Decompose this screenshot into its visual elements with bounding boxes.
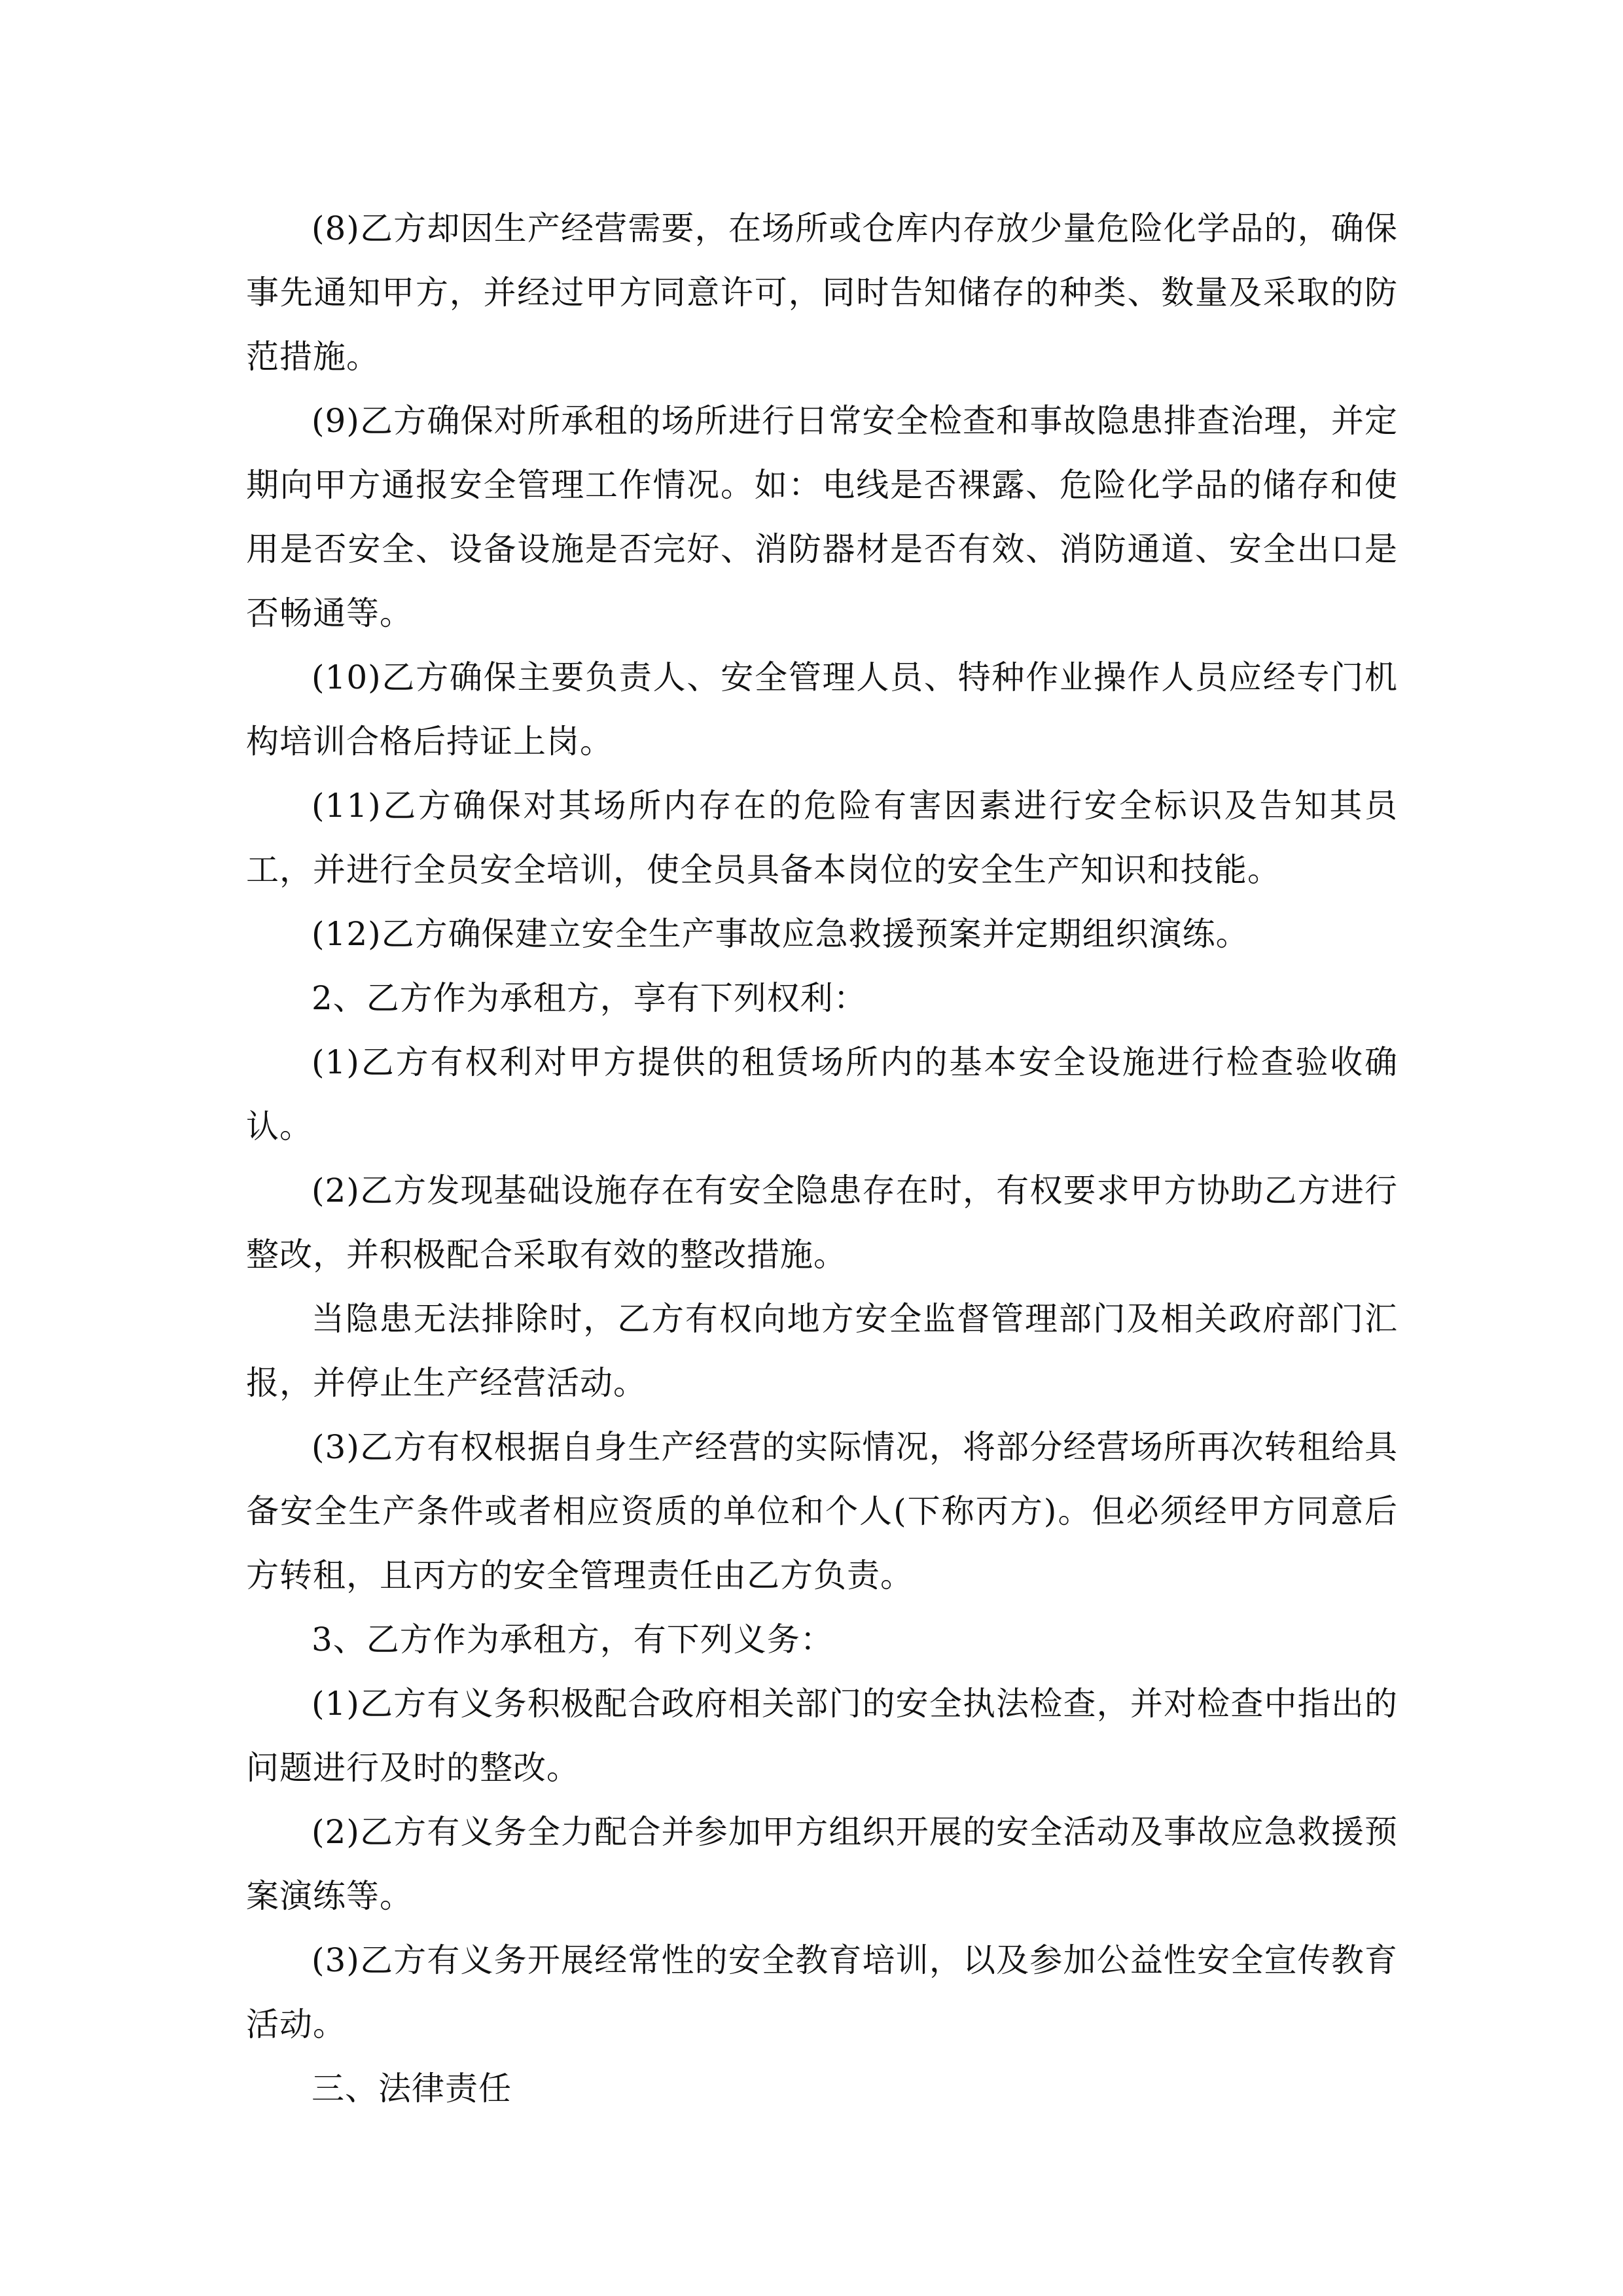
clause-10-paragraph: (10)乙方确保主要负责人、安全管理人员、特种作业操作人员应经专门机构培训合格后持证上岗。 bbox=[246, 658, 1398, 761]
section-3-heading: 3、乙方作为承租方，有下列义务： bbox=[312, 1621, 834, 1659]
right-2-continuation-paragraph: 当隐患无法排除时，乙方有权向地方安全监督管理部门及相关政府部门汇报，并停止生产经营活动。 bbox=[246, 1300, 1398, 1402]
duty-3-paragraph: (3)乙方有义务开展经常性的安全教育培训，以及参加公益性安全宣传教育活动。 bbox=[246, 1941, 1398, 2043]
clause-9-paragraph: (9)乙方确保对所承租的场所进行日常安全检查和事故隐患排查治理，并定期向甲方通报安全管理工作情况。如：电线是否裸露、危险化学品的储存和使用是否安全、设备设施是否完好、消防器材是否有效、消防通道、安全出口是否畅通等。 bbox=[246, 402, 1398, 632]
clause-12-paragraph: (12)乙方确保建立安全生产事故应急救援预案并定期组织演练。 bbox=[312, 915, 1249, 953]
right-1-paragraph: (1)乙方有权利对甲方提供的租赁场所内的基本安全设施进行检查验收确认。 bbox=[246, 1043, 1398, 1145]
legal-liability-heading: 三、法律责任 bbox=[312, 2070, 512, 2108]
document-body bbox=[246, 196, 1398, 2121]
duty-2-paragraph: (2)乙方有义务全力配合并参加甲方组织开展的安全活动及事故应急救援预案演练等。 bbox=[246, 1813, 1398, 1915]
duty-1-paragraph: (1)乙方有义务积极配合政府相关部门的安全执法检查，并对检查中指出的问题进行及时的整改。 bbox=[246, 1685, 1398, 1787]
right-3-paragraph: (3)乙方有权根据自身生产经营的实际情况，将部分经营场所再次转租给具备安全生产条件或者相应资质的单位和个人(下称丙方)。但必须经甲方同意后方转租，且丙方的安全管理责任由乙方负责。 bbox=[246, 1428, 1398, 1594]
section-2-heading: 2、乙方作为承租方，享有下列权利： bbox=[312, 979, 867, 1017]
clause-8-paragraph: (8)乙方却因生产经营需要，在场所或仓库内存放少量危险化学品的，确保事先通知甲方，并经过甲方同意许可，同时告知储存的种类、数量及采取的防范措施。 bbox=[246, 209, 1398, 376]
clause-11-paragraph: (11)乙方确保对其场所内存在的危险有害因素进行安全标识及告知其员工，并进行全员安全培训，使全员具备本岗位的安全生产知识和技能。 bbox=[246, 787, 1398, 889]
right-2-paragraph: (2)乙方发现基础设施存在有安全隐患存在时，有权要求甲方协助乙方进行整改，并积极配合采取有效的整改措施。 bbox=[246, 1172, 1398, 1274]
